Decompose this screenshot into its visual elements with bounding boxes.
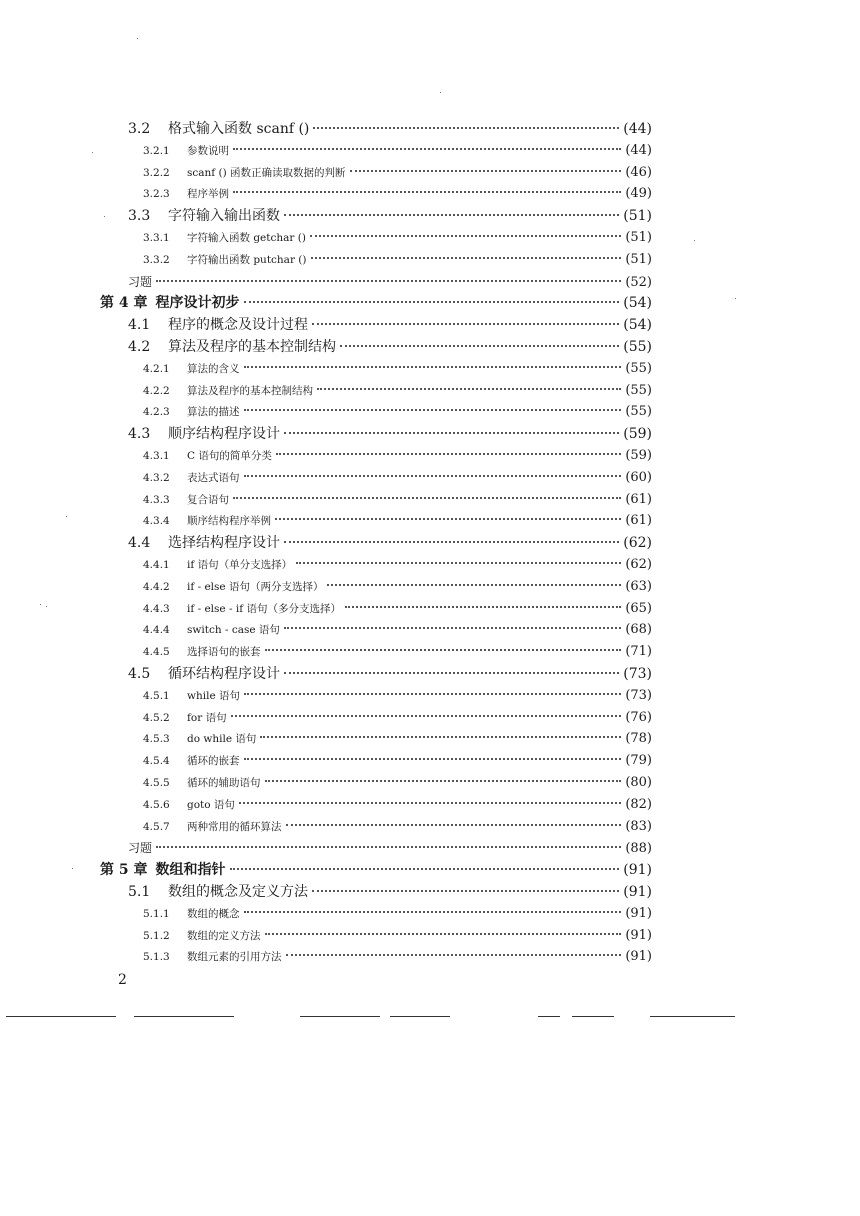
- toc-entry-title: if - else - if 语句（多分支选择）: [187, 602, 341, 615]
- toc-entry-title: 复合语句: [187, 493, 229, 506]
- toc-leader-dots: [156, 280, 621, 282]
- toc-leader-dots: [296, 562, 621, 564]
- toc-entry-sub: [143, 728, 652, 750]
- toc-entry-title: for 语句: [187, 711, 227, 724]
- toc-entry-page: (52): [625, 274, 652, 290]
- scan-speck: [72, 868, 73, 869]
- toc-entry-page: (73): [623, 666, 652, 682]
- toc-entry-number: 4.5.1: [143, 689, 170, 702]
- toc-entry-title: 参数说明: [187, 144, 229, 157]
- toc-entry-number: 3.3: [128, 208, 151, 225]
- toc-leader-dots: [313, 127, 619, 129]
- toc-entry-sec: [128, 336, 652, 358]
- toc-entry-page: (91): [625, 949, 652, 965]
- toc-entry-page: (46): [625, 164, 652, 180]
- toc-entry-ex: [128, 271, 652, 293]
- scan-speck: [440, 92, 441, 93]
- toc-entry-page: (55): [625, 360, 652, 376]
- toc-leader-dots: [312, 890, 619, 892]
- toc-entry-sub: [143, 598, 652, 620]
- toc-leader-dots: [284, 627, 621, 629]
- toc-entry-number: 3.2.1: [143, 144, 170, 157]
- toc-entry-page: (51): [625, 251, 652, 267]
- toc-leader-dots: [244, 301, 620, 303]
- toc-entry-title: 数组的概念及定义方法: [168, 884, 308, 900]
- scan-rule: [390, 1016, 450, 1017]
- toc-leader-dots: [233, 497, 621, 499]
- toc-entry-page: (54): [623, 317, 652, 334]
- toc-entry-page: (44): [623, 121, 652, 137]
- toc-entry-page: (62): [625, 557, 652, 572]
- toc-entry-title: 选择语句的嵌套: [187, 646, 261, 659]
- toc-leader-dots: [244, 366, 622, 368]
- toc-entry-sec: [128, 118, 652, 140]
- toc-entry-sec: [128, 423, 652, 445]
- toc-entry-number: 4.5.5: [143, 777, 170, 789]
- toc-entry-number: 5.1.3: [143, 951, 170, 964]
- toc-leader-dots: [156, 846, 621, 848]
- scan-speck: [46, 606, 47, 607]
- toc-leader-dots: [286, 954, 622, 956]
- toc-entry-number: 第 4 章: [100, 295, 148, 312]
- toc-entry-ch: [100, 292, 652, 314]
- toc-entry-page: (79): [625, 753, 652, 769]
- toc-leader-dots: [286, 824, 622, 826]
- scan-speck: [40, 604, 41, 605]
- toc-entry-page: (91): [625, 927, 652, 943]
- toc-entry-sec: [128, 532, 652, 554]
- toc-leader-dots: [233, 191, 621, 193]
- toc-entry-sub: [143, 227, 652, 249]
- scan-rule: [300, 1016, 380, 1017]
- toc-entry-sub: [143, 685, 652, 707]
- toc-entry-title: 循环结构程序设计: [168, 666, 280, 682]
- toc-entry-title: goto 语句: [187, 798, 235, 811]
- toc-leader-dots: [233, 148, 621, 150]
- toc-entry-title: 字符输入函数 getchar (): [187, 232, 306, 244]
- toc-entry-number: 5.1: [128, 884, 151, 900]
- toc-entry-sub: [143, 510, 652, 532]
- toc-entry-number: 4.2.3: [143, 406, 170, 419]
- toc-entry-sub: [143, 816, 652, 838]
- toc-entry-title: 顺序结构程序举例: [187, 515, 271, 528]
- toc-entry-title: 习题: [128, 841, 153, 856]
- toc-entry-number: 4.4.2: [143, 580, 170, 593]
- scan-rule: [6, 1016, 116, 1017]
- toc-entry-number: 4.4.5: [143, 646, 170, 659]
- scan-speck: [92, 152, 93, 153]
- toc-leader-dots: [244, 409, 622, 411]
- toc-entry-title: 算法的含义: [187, 362, 240, 375]
- toc-entry-number: 3.2.2: [143, 166, 170, 179]
- toc-entry-number: 4.2.2: [143, 384, 170, 397]
- toc-entry-sec: [128, 663, 652, 685]
- toc-entry-number: 4.5: [128, 666, 151, 682]
- toc-leader-dots: [275, 518, 621, 520]
- toc-entry-sub: [143, 576, 652, 598]
- toc-entry-number: 4.4.4: [143, 624, 170, 637]
- toc-entry-number: 3.3.2: [143, 253, 170, 266]
- toc-entry-title: C 语句的简单分类: [187, 450, 272, 462]
- toc-entry-title: 习题: [128, 274, 153, 289]
- toc-entry-title: 程序举例: [187, 188, 229, 201]
- scan-speck: [137, 38, 138, 39]
- toc-entry-title: 数组元素的引用方法: [187, 951, 282, 964]
- toc-entry-page: (91): [625, 905, 652, 921]
- toc-entry-number: 4.3.2: [143, 471, 170, 484]
- toc-entry-page: (60): [625, 469, 652, 485]
- toc-entry-sub: [143, 183, 652, 205]
- toc-entry-number: 4.5.3: [143, 733, 170, 746]
- toc-entry-number: 4.3.1: [143, 450, 170, 462]
- toc-entry-sub: [143, 772, 652, 794]
- toc-entry-sub: [143, 401, 652, 423]
- toc-leader-dots: [265, 780, 622, 782]
- toc-leader-dots: [311, 257, 622, 259]
- toc-leader-dots: [239, 802, 621, 804]
- toc-leader-dots: [284, 541, 619, 543]
- toc-entry-title: do while 语句: [187, 733, 257, 746]
- toc-entry-title: 数组的定义方法: [187, 929, 261, 942]
- toc-entry-number: 第 5 章: [100, 862, 148, 879]
- toc-entry-page: (78): [625, 731, 652, 747]
- toc-entry-title: switch - case 语句: [187, 624, 280, 637]
- toc-entry-number: 3.3.1: [143, 232, 170, 244]
- toc-entry-sec: [128, 881, 652, 903]
- toc-entry-number: 4.4.1: [143, 559, 170, 571]
- toc-leader-dots: [244, 911, 622, 913]
- toc-entry-title: 字符输入输出函数: [168, 208, 280, 225]
- toc-entry-title: scanf () 函数正确读取数据的判断: [187, 166, 346, 179]
- toc-entry-page: (51): [625, 230, 652, 245]
- toc-entry-number: 4.5.2: [143, 711, 170, 724]
- toc-entry-page: (68): [625, 622, 652, 638]
- toc-entry-title: if - else 语句（两分支选择）: [187, 580, 324, 593]
- toc-entry-page: (73): [625, 687, 652, 703]
- toc-leader-dots: [276, 453, 621, 455]
- toc-leader-dots: [317, 388, 621, 390]
- scan-speck: [694, 240, 695, 241]
- toc-entry-title: 程序设计初步: [155, 295, 240, 312]
- toc-entry-sub: [143, 249, 652, 271]
- toc-entry-page: (82): [625, 796, 652, 812]
- toc-entry-page: (61): [625, 513, 652, 529]
- toc-entry-number: 3.2: [128, 121, 151, 137]
- toc-entry-title: 循环的辅助语句: [187, 777, 261, 789]
- toc-leader-dots: [230, 868, 620, 870]
- toc-entry-page: (91): [623, 884, 652, 900]
- toc-leader-dots: [265, 933, 622, 935]
- toc-entry-ch: [100, 859, 652, 881]
- toc-leader-dots: [312, 323, 619, 325]
- scan-speck: [104, 216, 105, 217]
- toc-entry-number: 4.5.4: [143, 755, 170, 768]
- toc-entry-page: (62): [623, 535, 652, 552]
- toc-entry-number: 4.2: [128, 339, 151, 355]
- toc-entry-title: 数组和指针: [155, 862, 226, 879]
- toc-entry-sub: [143, 380, 652, 402]
- toc-entry-ex: [128, 837, 652, 859]
- toc-leader-dots: [244, 475, 622, 477]
- toc-entry-sub: [143, 925, 652, 947]
- toc-entry-sub: [143, 445, 652, 467]
- toc-entry-title: 循环的嵌套: [187, 755, 240, 768]
- toc-entry-page: (54): [623, 295, 652, 312]
- toc-leader-dots: [284, 214, 619, 216]
- toc-entry-page: (55): [623, 339, 652, 355]
- page-number: 2: [118, 972, 127, 988]
- toc-entry-title: while 语句: [187, 689, 241, 702]
- toc-entry-title: 算法及程序的基本控制结构: [187, 384, 313, 397]
- toc-entry-sub: [143, 140, 652, 162]
- toc-leader-dots: [284, 672, 619, 674]
- toc-entry-title: 算法及程序的基本控制结构: [168, 339, 336, 355]
- toc-leader-dots: [284, 432, 619, 434]
- toc-entry-page: (51): [623, 208, 652, 225]
- toc-entry-page: (88): [625, 841, 652, 857]
- toc-entry-sub: [143, 619, 652, 641]
- toc-leader-dots: [231, 715, 622, 717]
- scan-speck: [735, 298, 736, 299]
- toc-entry-sec: [128, 314, 652, 336]
- toc-entry-page: (59): [625, 448, 652, 463]
- toc-entry-page: (61): [625, 491, 652, 507]
- toc-entry-number: 5.1.2: [143, 929, 170, 942]
- toc-entry-title: 选择结构程序设计: [168, 535, 280, 552]
- toc-entry-sub: [143, 554, 652, 576]
- toc-leader-dots: [345, 606, 621, 608]
- toc-leader-dots: [340, 345, 619, 347]
- toc-entry-page: (76): [625, 709, 652, 725]
- toc-entry-page: (55): [625, 382, 652, 398]
- toc-entry-number: 4.4.3: [143, 602, 170, 615]
- toc-leader-dots: [310, 235, 621, 237]
- toc-leader-dots: [265, 649, 622, 651]
- toc-leader-dots: [244, 693, 621, 695]
- toc-entry-sub: [143, 707, 652, 729]
- toc-leader-dots: [350, 170, 622, 172]
- toc-entry-page: (80): [625, 775, 652, 790]
- toc-entry-number: 4.4: [128, 535, 151, 552]
- toc-entry-number: 4.5.6: [143, 798, 170, 811]
- toc-entry-page: (44): [625, 142, 652, 158]
- toc-leader-dots: [260, 736, 621, 738]
- toc-entry-title: 字符输出函数 putchar (): [187, 253, 307, 266]
- scan-rule: [650, 1016, 735, 1017]
- toc-entry-sub: [143, 794, 652, 816]
- toc-entry-number: 4.3.3: [143, 493, 170, 506]
- toc-leader-dots: [244, 758, 622, 760]
- toc-entry-number: 4.3.4: [143, 515, 170, 528]
- toc-entry-number: 5.1.1: [143, 907, 170, 920]
- toc-entry-title: 顺序结构程序设计: [168, 426, 280, 443]
- toc-entry-number: 4.3: [128, 426, 151, 443]
- scan-rule: [538, 1016, 560, 1017]
- toc-entry-sub: [143, 162, 652, 184]
- toc-entry-title: 程序的概念及设计过程: [168, 317, 308, 334]
- scan-rule: [134, 1016, 234, 1017]
- toc-entry-page: (71): [625, 644, 652, 660]
- toc-entry-title: 两种常用的循环算法: [187, 820, 282, 833]
- toc-entry-sub: [143, 946, 652, 968]
- toc-leader-dots: [327, 584, 621, 586]
- toc-entry-number: 4.1: [128, 317, 151, 334]
- toc-entry-title: 数组的概念: [187, 907, 240, 920]
- toc-entry-title: 算法的描述: [187, 406, 240, 419]
- toc-entry-sub: [143, 467, 652, 489]
- toc-entry-page: (63): [625, 578, 652, 594]
- toc-entry-page: (65): [625, 600, 652, 616]
- toc-entry-number: 4.2.1: [143, 362, 170, 375]
- toc-entry-page: (83): [625, 818, 652, 834]
- toc-entry-sec: [128, 205, 652, 227]
- toc-entry-title: 格式输入函数 scanf (): [168, 121, 310, 137]
- toc-entry-sub: [143, 750, 652, 772]
- scan-speck: [66, 516, 67, 517]
- toc-entry-page: (55): [625, 404, 652, 420]
- scan-rule: [572, 1016, 614, 1017]
- toc-entry-sub: [143, 641, 652, 663]
- toc-entry-title: if 语句（单分支选择）: [187, 559, 293, 571]
- toc-entry-number: 3.2.3: [143, 188, 170, 201]
- toc-entry-sub: [143, 489, 652, 511]
- toc-entry-title: 表达式语句: [187, 471, 240, 484]
- toc-entry-page: (49): [625, 186, 652, 202]
- toc-entry-page: (59): [623, 426, 652, 443]
- toc-entry-number: 4.5.7: [143, 820, 170, 833]
- toc-entry-sub: [143, 358, 652, 380]
- toc-entry-page: (91): [623, 862, 652, 879]
- toc-entry-sub: [143, 903, 652, 925]
